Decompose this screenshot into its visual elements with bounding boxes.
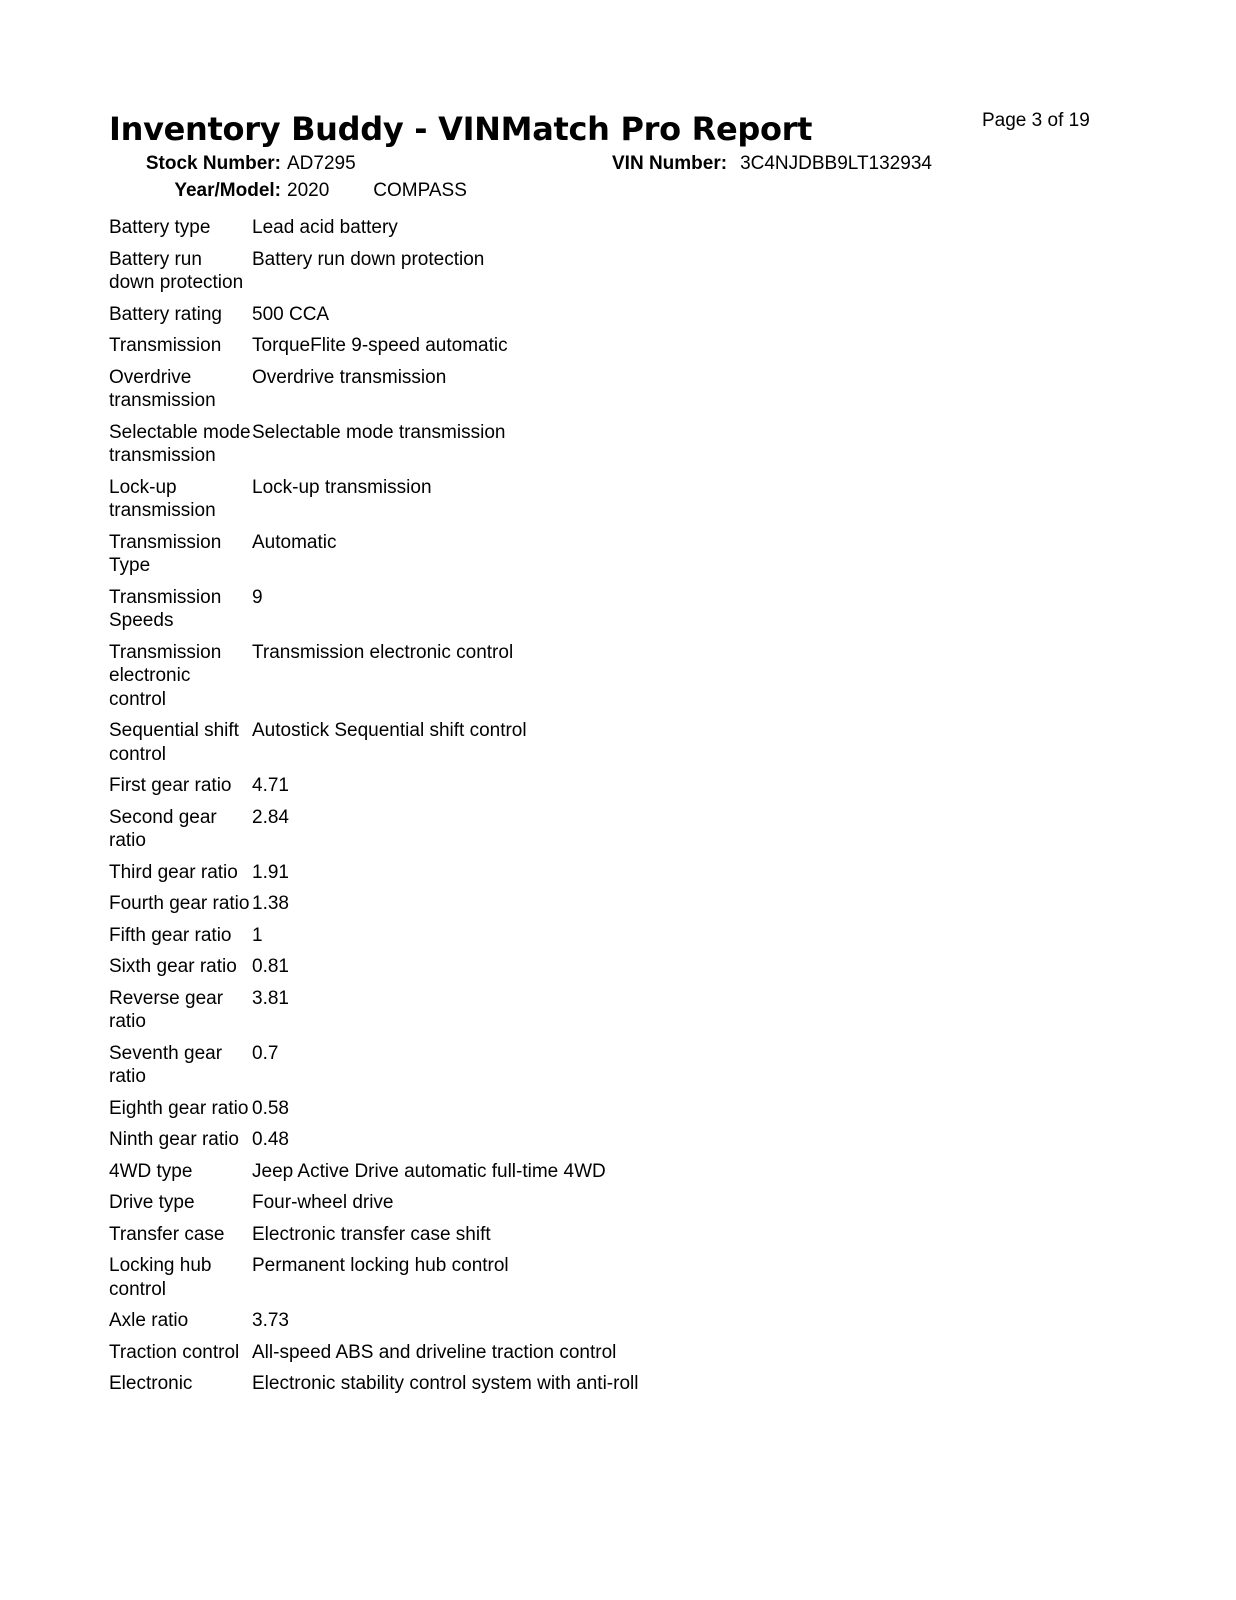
spec-value: 4.71 (252, 775, 289, 796)
spec-value: Lead acid battery (252, 217, 398, 238)
spec-row (109, 1160, 638, 1192)
spec-label: Lock-up transmission (109, 476, 216, 521)
year-model-row (109, 180, 467, 202)
vin-number-label: VIN Number: (612, 153, 728, 174)
spec-label: Sixth gear ratio (109, 956, 237, 977)
spec-row (109, 366, 638, 421)
spec-row (109, 1042, 638, 1097)
spec-label: Drive type (109, 1192, 195, 1213)
spec-label: Transmission Speeds (109, 586, 222, 631)
spec-value: Transmission electronic control (252, 641, 514, 663)
spec-row (109, 1191, 638, 1223)
spec-label: 4WD type (109, 1160, 193, 1182)
spec-value: Automatic (252, 531, 337, 553)
spec-value: 3.73 (252, 1310, 289, 1331)
spec-value: Selectable mode transmission (252, 421, 506, 443)
spec-label: Reverse gear ratio (109, 987, 224, 1032)
spec-row (109, 1254, 638, 1309)
spec-row (109, 861, 638, 893)
spec-row (109, 586, 638, 641)
spec-value: 500 CCA (252, 303, 330, 325)
spec-value: Battery run down protection (252, 248, 485, 270)
spec-label: Fourth gear ratio (109, 893, 250, 914)
spec-row (109, 924, 638, 956)
spec-label: Transmission electronic control (109, 641, 222, 710)
spec-row (109, 248, 638, 303)
spec-label: Third gear ratio (109, 861, 238, 883)
spec-label: Seventh gear ratio (109, 1042, 223, 1087)
spec-row (109, 641, 638, 720)
spec-row (109, 421, 638, 476)
page-number: Page 3 of 19 (982, 110, 1090, 131)
vin-number-row (612, 153, 932, 175)
vin-number-value: 3C4NJDBB9LT132934 (740, 153, 932, 174)
spec-value: TorqueFlite 9-speed automatic (252, 335, 508, 356)
spec-label: Transmission Type (109, 531, 222, 576)
spec-row (109, 806, 638, 861)
model-value: COMPASS (373, 180, 467, 201)
spec-label: Fifth gear ratio (109, 924, 232, 946)
spec-label: Overdrive transmission (109, 366, 216, 411)
spec-value: Overdrive transmission (252, 366, 447, 388)
year-value: 2020 (287, 180, 330, 201)
spec-row (109, 531, 638, 586)
spec-label: Electronic (109, 1373, 193, 1394)
report-title: Inventory Buddy - VINMatch Pro Report (109, 110, 813, 148)
spec-value: All-speed ABS and driveline traction control (252, 1341, 617, 1363)
spec-row (109, 1372, 638, 1404)
spec-row (109, 955, 638, 987)
spec-row (109, 303, 638, 335)
spec-label: First gear ratio (109, 775, 232, 796)
spec-value: 2.84 (252, 806, 289, 828)
spec-row (109, 987, 638, 1042)
spec-value: 0.81 (252, 956, 289, 977)
spec-label: Selectable mode transmission (109, 421, 251, 466)
spec-label: Traction control (109, 1341, 240, 1363)
spec-label: Locking hub control (109, 1255, 212, 1300)
spec-label: Battery rating (109, 303, 222, 325)
stock-number-label: Stock Number: (145, 153, 281, 174)
spec-value: Lock-up transmission (252, 476, 432, 498)
spec-value: 3.81 (252, 987, 289, 1009)
spec-table (109, 216, 638, 1404)
spec-row (109, 1128, 638, 1160)
spec-value: Permanent locking hub control (252, 1255, 509, 1276)
year-model-label: Year/Model: (174, 180, 281, 201)
spec-label: Sequential shift control (109, 720, 239, 765)
stock-number-row (109, 153, 356, 175)
spec-row (109, 216, 638, 248)
spec-value: Jeep Active Drive automatic full-time 4WD (252, 1160, 606, 1182)
spec-value: 0.7 (252, 1042, 279, 1064)
spec-row (109, 1223, 638, 1255)
spec-label: Axle ratio (109, 1310, 189, 1331)
spec-value: Electronic stability control system with anti-roll (252, 1373, 639, 1394)
spec-value: 9 (252, 586, 263, 608)
spec-value: Electronic transfer case shift (252, 1223, 491, 1245)
spec-label: Transmission (109, 335, 222, 356)
spec-label: Transfer case (109, 1223, 225, 1245)
spec-value: Autostick Sequential shift control (252, 720, 527, 741)
spec-value: 0.48 (252, 1129, 289, 1150)
spec-row (109, 1341, 638, 1373)
spec-value: 1.91 (252, 861, 289, 883)
spec-row (109, 892, 638, 924)
spec-row (109, 1309, 638, 1341)
spec-label: Second gear ratio (109, 806, 217, 851)
spec-label: Battery type (109, 217, 211, 238)
spec-label: Ninth gear ratio (109, 1129, 239, 1150)
spec-row (109, 1097, 638, 1129)
spec-value: 1 (252, 924, 263, 946)
spec-row (109, 774, 638, 806)
spec-row (109, 476, 638, 531)
stock-number-value: AD7295 (287, 153, 356, 174)
spec-label: Eighth gear ratio (109, 1097, 249, 1119)
spec-value: 0.58 (252, 1097, 289, 1119)
spec-row (109, 719, 638, 774)
spec-label: Battery run down protection (109, 248, 244, 293)
spec-value: Four-wheel drive (252, 1192, 394, 1213)
spec-row (109, 334, 638, 366)
spec-value: 1.38 (252, 893, 289, 914)
